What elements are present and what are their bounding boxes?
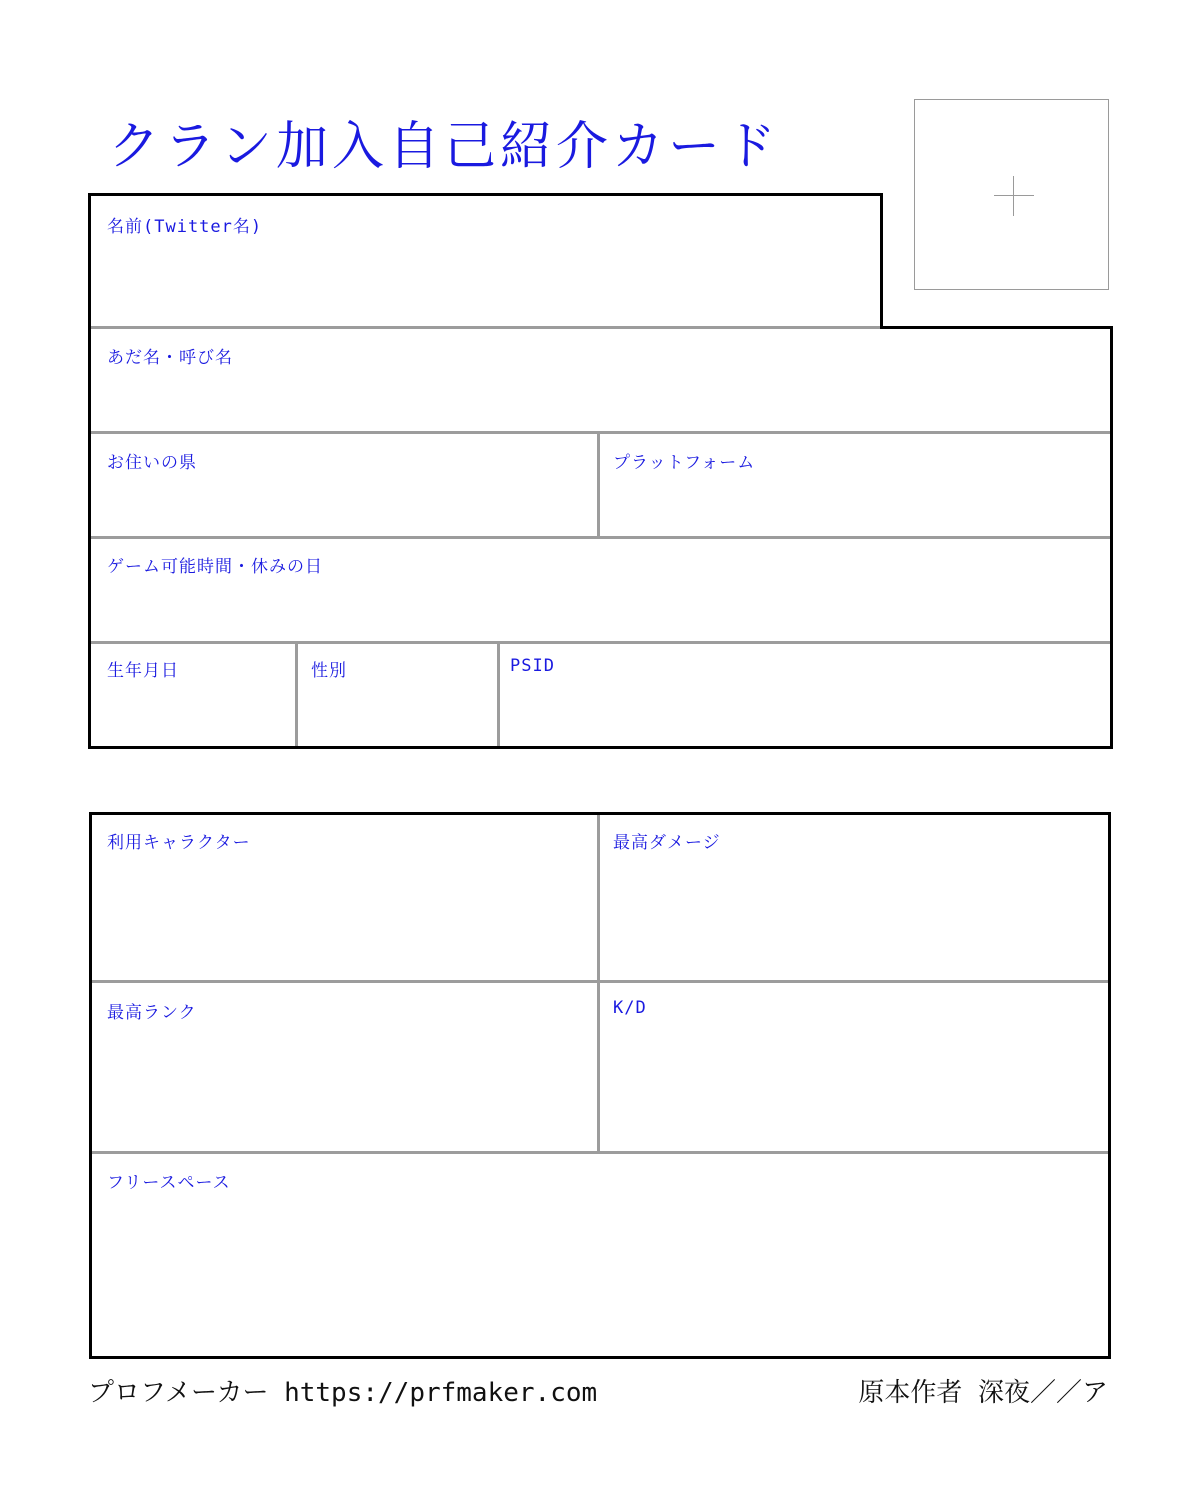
border-step <box>880 326 1113 329</box>
max-rank-label: 最高ランク <box>107 1003 197 1023</box>
divider <box>91 641 1110 644</box>
birthday-field[interactable] <box>91 684 295 746</box>
border-right <box>1110 326 1113 749</box>
gender-label: 性別 <box>311 661 347 681</box>
divider <box>92 1151 1108 1154</box>
character-label: 利用キャラクター <box>107 833 251 853</box>
platform-field[interactable] <box>600 476 1110 536</box>
border-top <box>88 193 883 196</box>
prefecture-label: お住いの県 <box>107 453 197 473</box>
gender-field[interactable] <box>298 684 497 746</box>
border-step-vertical <box>880 193 883 329</box>
divider <box>91 536 1110 539</box>
author-credit: 原本作者 深夜／／ア <box>858 1378 1108 1408</box>
free-space-label: フリースペース <box>107 1173 231 1193</box>
max-damage-label: 最高ダメージ <box>613 833 721 853</box>
nickname-field[interactable] <box>91 371 1110 431</box>
playtime-label: ゲーム可能時間・休みの日 <box>107 557 323 577</box>
card-title: クラン加入自己紹介カード <box>108 117 781 177</box>
border-bottom <box>89 1356 1111 1359</box>
divider <box>92 980 1108 983</box>
kd-field[interactable] <box>600 1026 1108 1151</box>
border-right <box>1108 812 1111 1359</box>
max-rank-field[interactable] <box>92 1026 597 1151</box>
divider <box>91 326 880 329</box>
max-damage-field[interactable] <box>600 856 1108 980</box>
border-bottom <box>88 746 1113 749</box>
photo-upload-box[interactable] <box>914 99 1109 290</box>
maker-credit: プロフメーカー https://prfmaker.com <box>88 1378 598 1408</box>
character-field[interactable] <box>92 856 597 980</box>
playtime-field[interactable] <box>91 580 1110 641</box>
nickname-label: あだ名・呼び名 <box>107 348 233 368</box>
border-top <box>89 812 1111 815</box>
birthday-label: 生年月日 <box>107 661 179 681</box>
psid-label: PSID <box>510 656 555 676</box>
psid-field[interactable] <box>500 684 1110 746</box>
name-label: 名前(Twitter名) <box>107 217 263 237</box>
prefecture-field[interactable] <box>91 476 597 536</box>
name-field[interactable] <box>91 240 880 326</box>
platform-label: プラットフォーム <box>613 453 756 473</box>
plus-icon <box>994 176 1034 216</box>
free-space-field[interactable] <box>92 1196 1108 1356</box>
kd-label: K/D <box>613 998 647 1018</box>
divider <box>91 431 1110 434</box>
